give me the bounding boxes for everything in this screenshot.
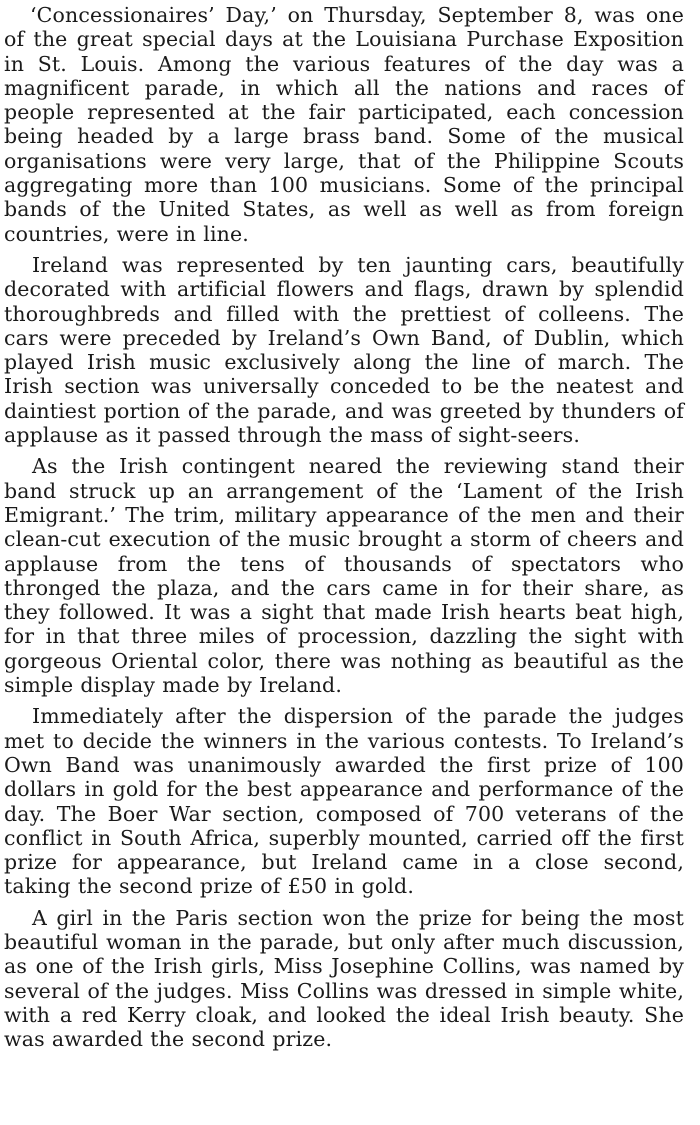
paragraph-judges-prizes: Immediately after the dispersion of the parade the judges met to decide the winners in the various contests. To Ireland’s Own Band was unanimously awarded the first prize of 100 dollars in gold for the best appearance and performance of the day. The Boer War section, composed of 700 veterans of the conflict in South Africa, superbly mounted, carried off the first prize for appearance, but Ireland came in a close second, taking the second prize of £50 in gold. xyxy=(4,704,684,899)
paragraph-concessionaires-day: ‘Concessionaires’ Day,’ on Thursday, September 8, was one of the great special days at the Louisiana Purchase Exposition in St. Louis. Among the various features of the day was a magnificent parade, in which all the nations and races of people represented at the fair participated, each concession being headed by a large brass band. Some of the musical organisations were very large, that of the Philippine Scouts aggregating more than 100 musicians. Some of the principal bands of the United States, as well as well as from foreign countries, were in line. xyxy=(4,3,684,246)
paragraph-beauty-prize: A girl in the Paris section won the prize for being the most beautiful woman in the parade, but only after much discussion, as one of the Irish girls, Miss Josephine Collins, was named by several of the judges. Miss Collins was dressed in simple white, with a red Kerry cloak, and looked the ideal Irish beauty. She was awarded the second prize. xyxy=(4,905,684,1052)
paragraph-reviewing-stand: As the Irish contingent neared the reviewing stand their band struck up an arrangement of the ‘Lament of the Irish Emigrant.’ The trim, military appearance of the men and their clean-cut execution of the music brought a storm of cheers and applause from the tens of thousands of spectators who thronged the plaza, and the cars came in for their share, as they followed. It was a sight that made Irish hearts beat high, for in that three miles of procession, dazzling the sight with gorgeous Oriental color, there was nothing as beautiful as the simple display made by Ireland. xyxy=(4,454,684,698)
paragraph-ireland-jaunting-cars: Ireland was represented by ten jaunting cars, beautifully decorated with artificial flowers and flags, drawn by splendid thoroughbreds and filled with the prettiest of colleens. The cars were preceded by Ireland’s Own Band, of Dublin, which played Irish music exclusively along the line of march. The Irish section was universally conceded to be the neatest and daintiest portion of the parade, and was greeted by thunders of applause as it passed through the mass of sight-seers. xyxy=(4,252,684,448)
